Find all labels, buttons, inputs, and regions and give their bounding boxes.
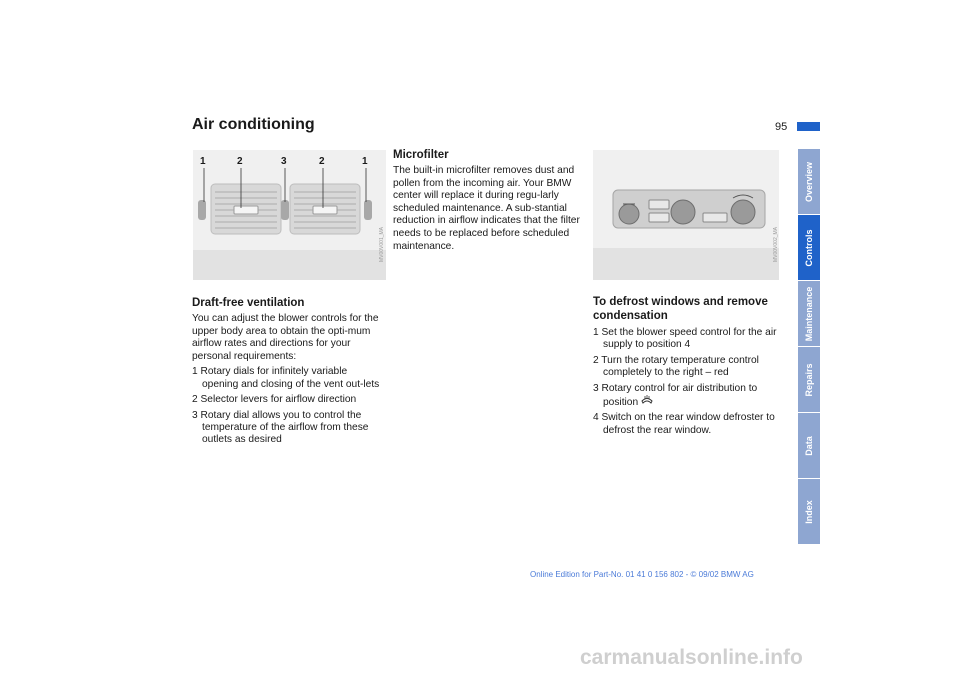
draft-free-intro: You can adjust the blower controls for the upper body area to obtain the opti-mum airflow rates and directions for your personal requirements: (192, 313, 379, 362)
page-number-marker (797, 122, 820, 131)
control-panel-figure (593, 150, 779, 280)
site-watermark: carmanualsonline.info (580, 646, 803, 669)
list-item: 4 Switch on the rear window defroster to defrost the rear window. (593, 412, 775, 436)
microfilter-text: The built-in microfilter removes dust and pollen from the incoming air. Your BMW center will replace it during regu-larly scheduled maintenance. A sub-stantial reduction in airflow indicates that the filter needs to be replaced before scheduled maintenance. (393, 165, 580, 252)
list-item: 3 Rotary dial allows you to control the temperature of the airflow from these outlets as desired (192, 409, 369, 446)
microfilter-heading: Microfilter (393, 149, 449, 161)
page-title: Air conditioning (192, 116, 315, 133)
defrost-section (593, 295, 783, 440)
page-number: 95 (775, 121, 788, 133)
vent-label-3: 3 (281, 156, 287, 167)
tab-index[interactable]: Index (798, 479, 820, 544)
list-item-text: 3 Rotary control for air distribution to position (593, 382, 758, 409)
draft-free-list (192, 366, 384, 446)
defrost-list (593, 327, 783, 437)
tab-repairs[interactable]: Repairs (798, 347, 820, 412)
vents-figure (193, 150, 386, 280)
tab-controls[interactable]: Controls (798, 215, 820, 280)
vent-label-2b: 2 (319, 156, 325, 167)
draft-free-section (192, 296, 384, 450)
vent-label-1: 1 (200, 156, 206, 167)
list-item: 1 Rotary dials for infinitely variable opening and closing of the vent out-lets (192, 366, 380, 390)
footer-edition-note: Online Edition for Part-No. 01 41 0 156 802 - © 09/02 BMW AG (530, 570, 754, 579)
list-item: 1 Set the blower speed control for the air supply to position 4 (593, 327, 777, 351)
vents-figure-code: MV00V001_MA (379, 226, 385, 262)
windshield-defrost-icon (641, 395, 653, 404)
vents-illustration (193, 150, 386, 280)
list-item (593, 383, 783, 410)
draft-free-heading: Draft-free ventilation (192, 297, 305, 309)
tab-data[interactable]: Data (798, 413, 820, 478)
tab-maintenance[interactable]: Maintenance (798, 281, 820, 346)
list-item: 2 Selector levers for airflow direction (192, 394, 357, 406)
microfilter-section (393, 148, 583, 253)
tab-overview[interactable]: Overview (798, 149, 820, 214)
section-tabs (798, 149, 820, 545)
panel-figure-code: MV00V002_MA (773, 226, 779, 262)
control-panel-illustration (593, 150, 779, 280)
vent-label-1b: 1 (362, 156, 368, 167)
list-item: 2 Turn the rotary temperature control completely to the right – red (593, 354, 759, 379)
vent-label-2: 2 (237, 156, 243, 167)
defrost-heading: To defrost windows and remove condensation (593, 296, 768, 322)
